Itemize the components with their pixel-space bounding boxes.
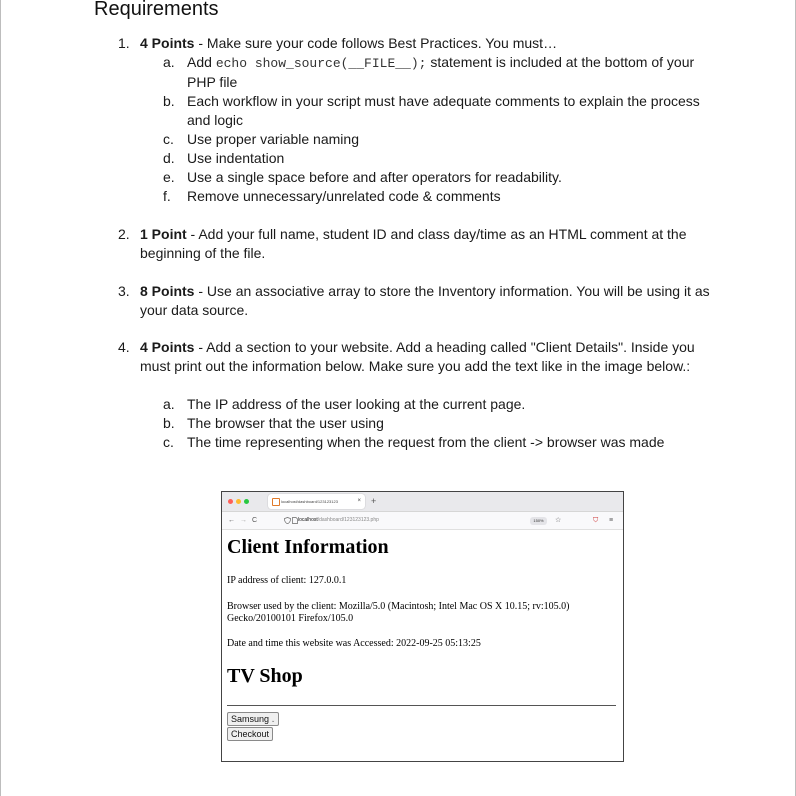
sub-letter: e. xyxy=(163,169,175,185)
sub-text: Add xyxy=(187,54,216,70)
browser-tab-bar xyxy=(222,492,623,512)
brand-select-value: Samsung xyxy=(231,714,270,724)
horizontal-rule xyxy=(227,705,616,706)
sub-letter: c. xyxy=(163,131,174,147)
requirement-1-sub-d xyxy=(163,149,723,168)
requirement-1-sub-a xyxy=(163,53,723,92)
ip-address-line: IP address of client: 127.0.0.1 xyxy=(227,575,347,586)
requirement-points: 1 Point xyxy=(140,226,187,242)
new-tab-icon[interactable]: + xyxy=(371,496,377,506)
requirement-text: - Use an associative array to store the Inventory information. You will be using it as your data source. xyxy=(140,283,710,318)
minimize-window-dot-icon[interactable] xyxy=(236,499,241,504)
back-arrow-icon[interactable]: ← xyxy=(228,517,235,524)
requirement-4 xyxy=(118,338,718,376)
sub-letter: f. xyxy=(163,188,171,204)
requirement-4-sub-c xyxy=(163,433,723,452)
sub-letter: c. xyxy=(163,434,174,450)
sub-text: Use a single space before and after operators for readability. xyxy=(187,169,562,185)
requirement-number: 3. xyxy=(118,283,130,299)
requirement-1-sub-b xyxy=(163,92,723,130)
sub-text: The browser that the user using xyxy=(187,415,384,431)
sub-text: Use indentation xyxy=(187,150,285,166)
pocket-icon[interactable]: ⛉ xyxy=(593,517,599,524)
requirement-1-sub-f xyxy=(163,187,723,206)
bookmark-star-icon[interactable]: ☆ xyxy=(555,517,562,524)
url-host: localhost xyxy=(298,517,318,523)
requirement-points: 4 Points xyxy=(140,339,195,355)
requirement-1-sub-c xyxy=(163,130,723,149)
sub-letter: a. xyxy=(163,396,175,412)
requirement-number: 4. xyxy=(118,339,130,355)
close-window-dot-icon[interactable] xyxy=(228,499,233,504)
requirement-number: 1. xyxy=(118,35,130,51)
code-snippet: echo show_source(__FILE__); xyxy=(215,56,427,71)
requirement-points: 8 Points xyxy=(140,283,195,299)
requirement-4-sub-a xyxy=(163,395,723,414)
checkout-button[interactable]: Checkout xyxy=(227,727,273,741)
requirement-3 xyxy=(118,282,718,320)
sub-text: The time representing when the request from the client -> browser was made xyxy=(187,434,665,450)
sub-letter: b. xyxy=(163,415,175,431)
browser-screenshot xyxy=(221,491,624,762)
client-information-heading: Client Information xyxy=(227,536,389,558)
page-favicon-icon xyxy=(272,498,280,506)
requirement-text: - Make sure your code follows Best Practices. You must… xyxy=(194,35,558,51)
tab-title: localhost/dashboard/123123123 xyxy=(281,499,338,504)
requirement-points: 4 Points xyxy=(140,35,195,51)
requirement-text: - Add your full name, student ID and class day/time as an HTML comment at the beginning of the file. xyxy=(140,226,687,261)
forward-arrow-icon[interactable]: → xyxy=(240,517,247,524)
maximize-window-dot-icon[interactable] xyxy=(244,499,249,504)
sub-text: Remove unnecessary/unrelated code & comments xyxy=(187,188,501,204)
requirements-heading: Requirements xyxy=(94,0,219,20)
chevron-down-icon: ⌄ xyxy=(271,718,276,724)
requirement-1 xyxy=(118,34,718,53)
menu-icon[interactable]: ≡ xyxy=(609,517,614,524)
sub-letter: d. xyxy=(163,150,175,166)
browser-info-line: Browser used by the client: Mozilla/5.0 (Macintosh; Intel Mac OS X 10.15; rv:105.0) Gecko/20100101 Firefox/105.0 xyxy=(227,601,570,624)
browser-tab[interactable] xyxy=(268,494,365,509)
page-left-border xyxy=(0,0,1,796)
sub-text: The IP address of the user looking at the current page. xyxy=(187,396,526,412)
requirement-2 xyxy=(118,225,718,263)
requirement-1-sub-e xyxy=(163,168,723,187)
access-date-line: Date and time this website was Accessed: 2022-09-25 05:13:25 xyxy=(227,638,481,649)
sub-letter: a. xyxy=(163,54,175,70)
address-bar[interactable] xyxy=(298,516,379,525)
url-path: /dashboard/123123123.php xyxy=(317,517,379,523)
sub-text: statement is included at the bottom of your PHP file xyxy=(187,54,695,90)
shield-icon[interactable] xyxy=(284,517,291,524)
tv-shop-heading: TV Shop xyxy=(227,665,303,687)
sub-text: Each workflow in your script must have adequate comments to explain the process and logic xyxy=(187,93,700,128)
sub-text: Use proper variable naming xyxy=(187,131,359,147)
reload-icon[interactable]: C xyxy=(252,517,258,524)
sub-letter: b. xyxy=(163,93,175,109)
close-tab-icon[interactable]: × xyxy=(357,498,361,504)
requirement-4-sub-b xyxy=(163,414,723,433)
requirement-number: 2. xyxy=(118,226,130,242)
brand-select[interactable] xyxy=(227,712,279,726)
zoom-level[interactable]: 150% xyxy=(530,517,547,525)
requirement-text: - Add a section to your website. Add a heading called "Client Details". Inside you must print out the information below. Make sure you add the text like in the image below.: xyxy=(140,339,695,374)
browser-nav-bar xyxy=(222,512,623,530)
